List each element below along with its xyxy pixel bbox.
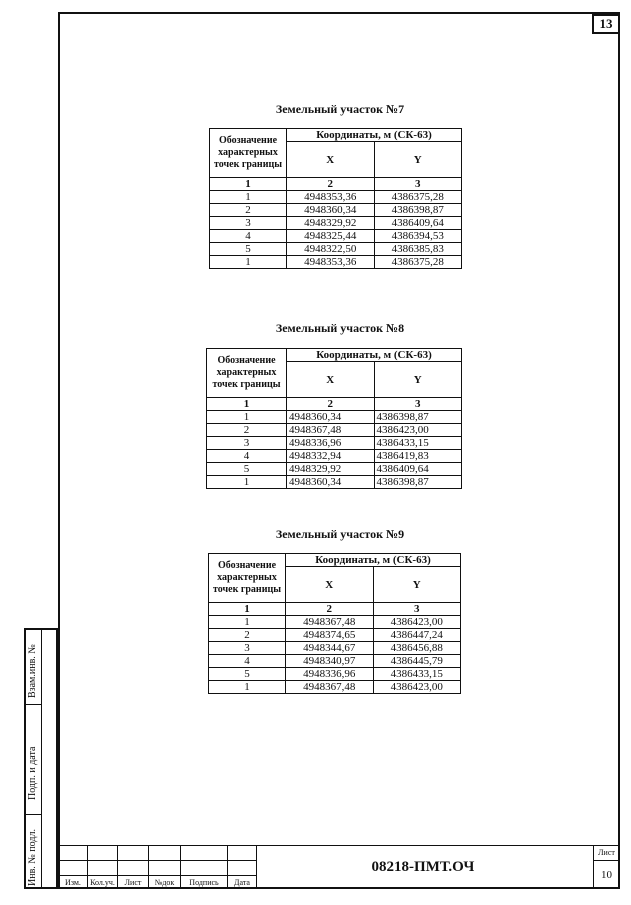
divider (41, 630, 42, 887)
table-row: 1 4948360,34 4386398,87 (207, 411, 462, 424)
table-row: 4 4948332,94 4386419,83 (207, 450, 462, 463)
col-number: 3 (374, 398, 462, 411)
stamp-header: Подпись (189, 878, 219, 887)
table-row: 1 4948367,48 4386423,00 (209, 616, 461, 629)
sheet-label: Лист (598, 848, 615, 857)
sheet-number: 10 (601, 869, 612, 881)
divider (58, 875, 257, 876)
sheet-corner-number: 13 (592, 14, 620, 34)
table-row: 1 4948353,36 4386375,28 (210, 256, 462, 269)
x-header: X (287, 362, 375, 398)
col-number: 3 (373, 603, 461, 616)
coordinates-table (206, 348, 462, 489)
document-code: 08218-ПМТ.ОЧ (371, 859, 475, 875)
table-row: 3 4948329,92 4386409,64 (210, 217, 462, 230)
divider (58, 860, 257, 861)
table-row: 2 4948360,34 4386398,87 (210, 204, 462, 217)
table-row: 1 4948353,36 4386375,28 (210, 191, 462, 204)
col-number: 1 (209, 603, 286, 616)
parcel-title: Земельный участок №7 (275, 102, 405, 116)
table-row: 1 4948360,34 4386398,87 (207, 476, 462, 489)
col-number: 1 (207, 398, 287, 411)
replaced-inv-label: Взам.инв. № (27, 644, 38, 698)
divider (593, 860, 620, 861)
stamp-header: Кол.уч. (90, 878, 115, 887)
designation-header: Обозначение характерных точек границы (210, 129, 287, 178)
designation-header: Обозначение характерных точек границы (209, 554, 286, 603)
stamp-header: Дата (234, 878, 250, 887)
coords-header: Координаты, м (СК-63) (287, 129, 462, 142)
col-number: 2 (287, 398, 375, 411)
table-row: 3 4948336,96 4386433,15 (207, 437, 462, 450)
table-row: 1 4948367,48 4386423,00 (209, 681, 461, 694)
x-header: X (286, 567, 374, 603)
table-row: 4 4948325,44 4386394,53 (210, 230, 462, 243)
table-row: 5 4948336,96 4386433,15 (209, 668, 461, 681)
col-number: 2 (286, 603, 374, 616)
parcel-title: Земельный участок №8 (275, 321, 405, 335)
x-header: X (287, 142, 375, 178)
coords-header: Координаты, м (СК-63) (287, 349, 462, 362)
col-number: 1 (210, 178, 287, 191)
coordinates-table (208, 553, 461, 694)
parcel-title: Земельный участок №9 (275, 527, 405, 541)
original-inv-label: Инв. № подл. (27, 829, 38, 886)
stamp-header: №док (154, 878, 175, 887)
sign-date-label: Подп. и дата (27, 746, 38, 800)
table-row: 4 4948340,97 4386445,79 (209, 655, 461, 668)
y-header: Y (374, 362, 462, 398)
table-row: 3 4948344,67 4386456,88 (209, 642, 461, 655)
side-strip (24, 628, 58, 889)
table-row: 5 4948322,50 4386385,83 (210, 243, 462, 256)
stamp-header: Лист (124, 878, 142, 887)
coords-header: Координаты, м (СК-63) (286, 554, 461, 567)
y-header: Y (374, 142, 462, 178)
table-row: 2 4948367,48 4386423,00 (207, 424, 462, 437)
designation-header: Обозначение характерных точек границы (207, 349, 287, 398)
col-number: 3 (374, 178, 462, 191)
y-header: Y (373, 567, 461, 603)
table-row: 5 4948329,92 4386409,64 (207, 463, 462, 476)
coordinates-table (209, 128, 462, 269)
table-row: 2 4948374,65 4386447,24 (209, 629, 461, 642)
stamp-header: Изм. (65, 878, 81, 887)
title-block (58, 845, 620, 889)
col-number: 2 (287, 178, 375, 191)
